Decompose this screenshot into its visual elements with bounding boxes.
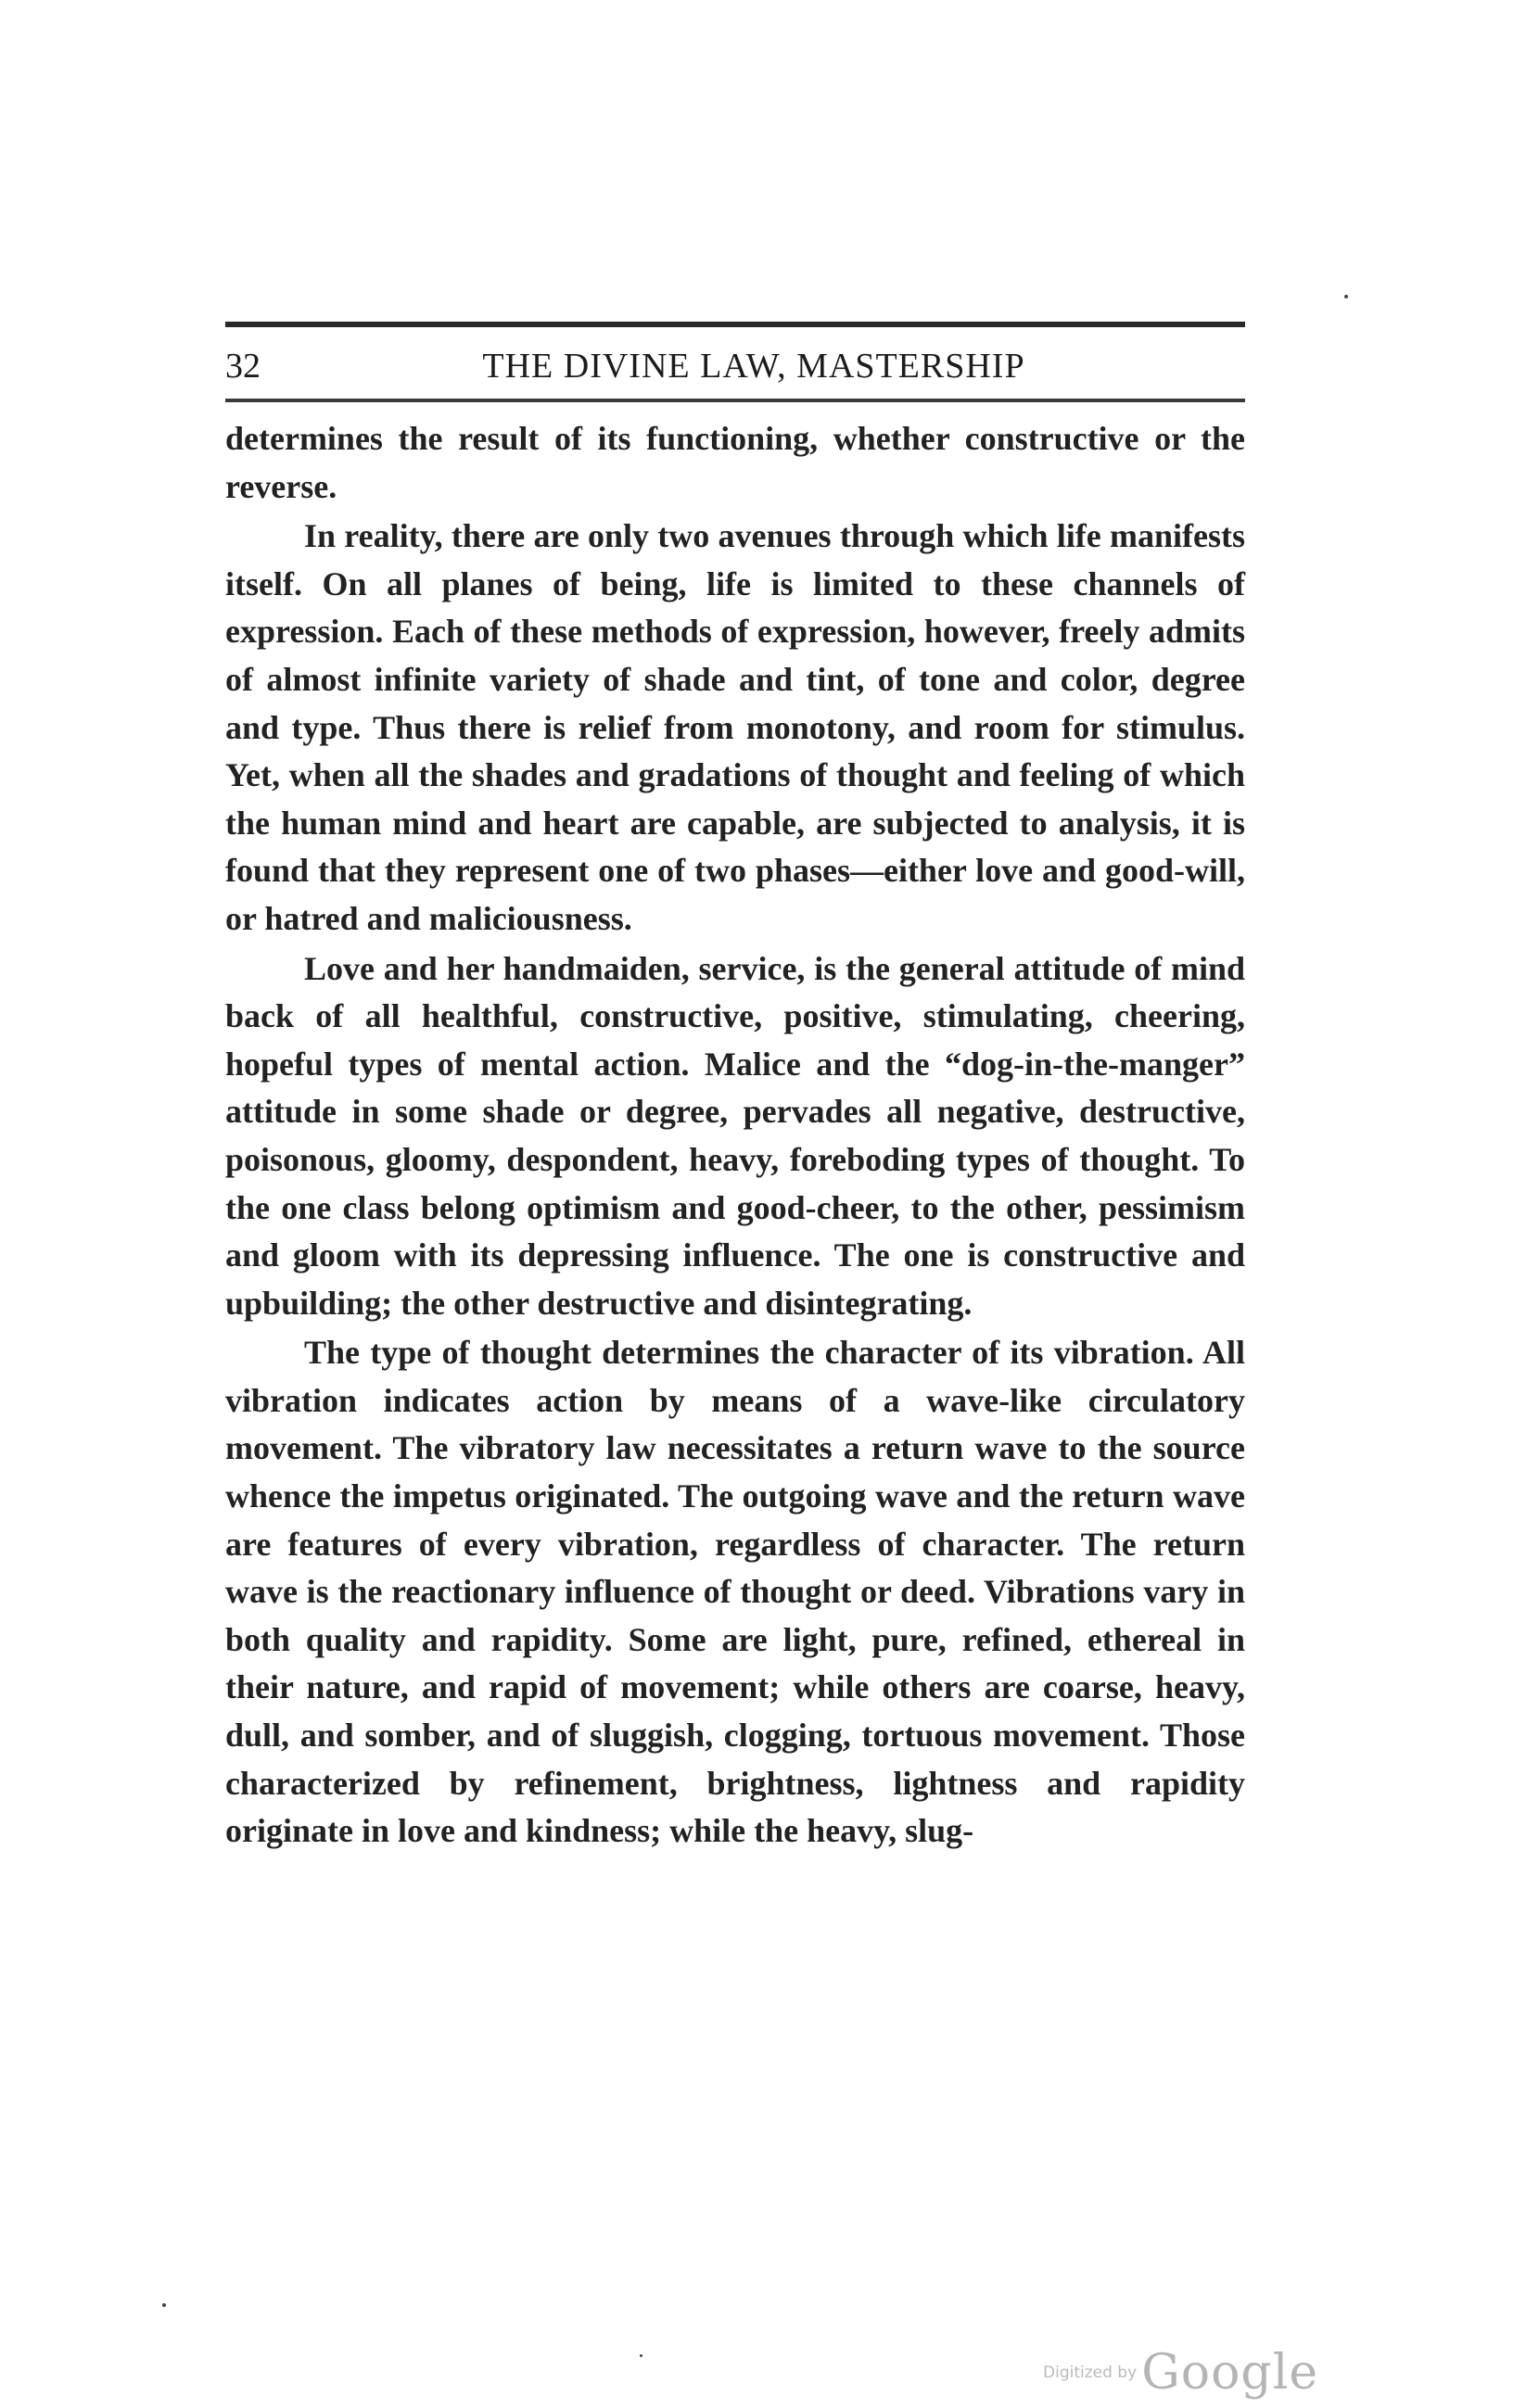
- scan-speck: [1344, 295, 1348, 298]
- paragraph-1: determines the result of its functioning, whether constructive or the reverse.: [225, 420, 1245, 505]
- body-text: [225, 415, 1245, 1857]
- scan-speck: [640, 2354, 642, 2357]
- scan-speck: [162, 2303, 166, 2307]
- running-title: THE DIVINE LAW, MASTERSHIP: [482, 347, 1025, 386]
- page-number: 32: [225, 347, 261, 386]
- header-rule-top: [225, 322, 1245, 327]
- paragraph-2: In reality, there are only two avenues through which life manifests itself. On all planes of being, life is limited to these channels of expression. Each of these methods of expression, however, freely admits of almost infinite variety of shade and tint, of tone and color, degree and type. Thus there is relief from monotony, and room for stimulus. Yet, when all the shades and gradations of thought and feeling of which the human mind and heart are capable, are subjected to analysis, it is found that they represent one of two phases—either love and good-will, or hatred and maliciousness.: [225, 517, 1245, 937]
- running-head: [225, 338, 1245, 394]
- paragraph-4: The type of thought determines the character of its vibration. All vibration indicates action by means of a wave-like circulatory movement. The vibratory law necessitates a return wave to the source whence the impetus originated. The outgoing wave and the return wave are features of every vibration, regardless of character. The return wave is the reactionary influence of thought or deed. Vibrations vary in both quality and rapidity. Some are light, pure, refined, ethereal in their nature, and rapid of movement; while others are coarse, heavy, dull, and somber, and of sluggish, clogging, tortuous movement. Those characterized by refinement, brightness, lightness and rapidity originate in love and kindness; while the heavy, slug-: [225, 1334, 1245, 1850]
- header-rule-bottom: [225, 399, 1245, 402]
- google-logo: Google: [1141, 2345, 1319, 2401]
- paragraph-3: Love and her handmaiden, service, is the general attitude of mind back of all healthful, constructive, positive, stimulating, cheering, hopeful types of mental action. Malice and the “dog-in-the-manger” attitude in some shade or degree, pervades all negative, destructive, poisonous, gloomy, despondent, heavy, foreboding types of thought. To the one class belong optimism and good-cheer, to the other, pessimism and gloom with its depressing influence. The one is constructive and upbuilding; the other destructive and disintegrating.: [225, 949, 1245, 1322]
- watermark-prefix: Digitized by: [1043, 2364, 1138, 2382]
- digitized-by-google-watermark: [1043, 2345, 1358, 2401]
